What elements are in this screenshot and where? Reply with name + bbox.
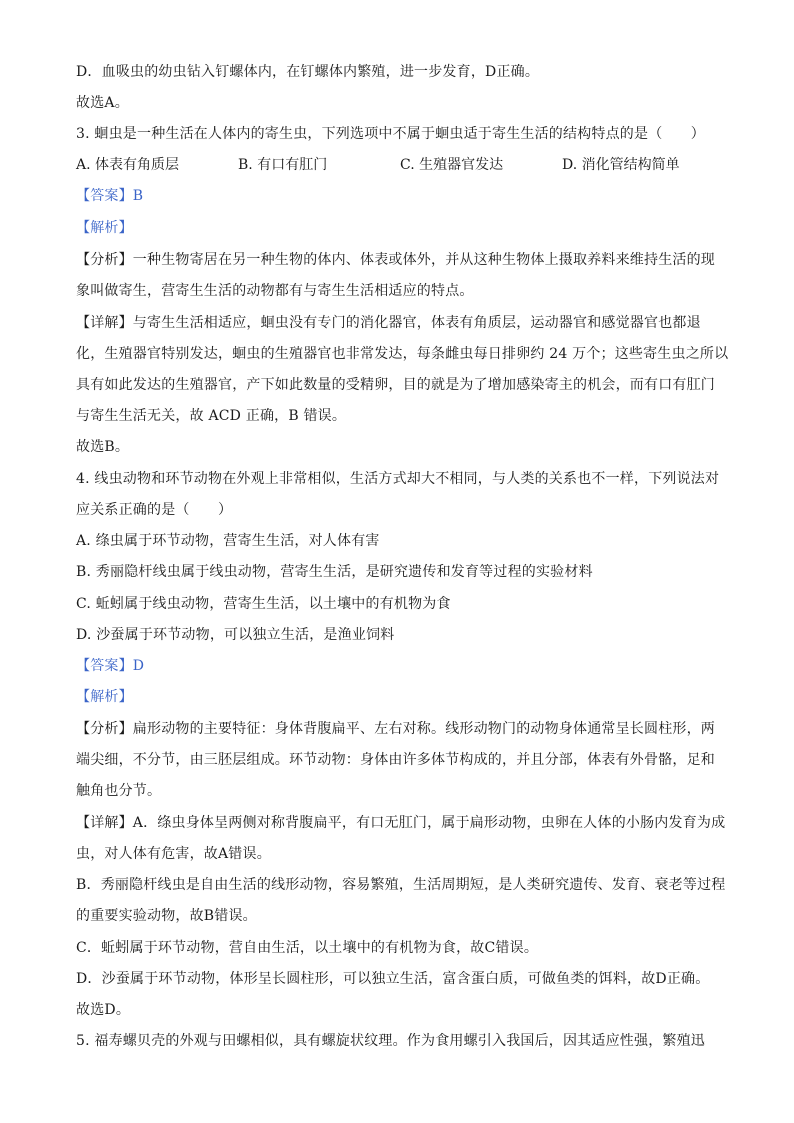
q3-option-b: B. 有口有肛门 — [238, 157, 328, 173]
question-3-stem: 3. 蛔虫是一种生活在人体内的寄生虫，下列选项中不属于蛔虫适于寄生生活的结构特点的是（ ） — [76, 126, 706, 142]
text-line: C．蚯蚓属于环节动物，营自由生活，以土壤中的有机物为食，故C错误。 — [76, 940, 539, 956]
text-line: D．血吸虫的幼虫钻入钉螺体内，在钉螺体内繁殖，进一步发育，D正确。 — [76, 64, 540, 80]
answer-label: 【答案】D — [76, 658, 145, 674]
q3-option-c: C. 生殖器官发达 — [400, 157, 504, 173]
q4-option-a: A. 绦虫属于环节动物，营寄生生活，对人体有害 — [76, 533, 380, 549]
answer-label: 【答案】B — [76, 188, 144, 204]
text-line: 端尖细，不分节，由三胚层组成。环节动物：身体由许多体节构成的，并且分部，体表有外骨骼，足和 — [76, 752, 715, 768]
text-line: 化，生殖器官特别发达，蛔虫的生殖器官也非常发达，每条雌虫每日排卵约 24 万个；这些寄生虫之所以 — [76, 346, 729, 362]
text-line: 故选D。 — [76, 1002, 131, 1018]
text-line: 【分析】扁形动物的主要特征：身体背腹扁平、左右对称。线形动物门的动物身体通常呈长圆柱形，两 — [76, 721, 715, 737]
text-line: 【分析】一种生物寄居在另一种生物的体内、体表或体外，并从这种生物体上摄取养料来维持生活的现 — [76, 252, 715, 268]
text-line: 具有如此发达的生殖器官，产下如此数量的受精卵，目的就是为了增加感染寄主的机会，而有口有肛门 — [76, 377, 715, 393]
question-4-stem: 4. 线虫动物和环节动物在外观上非常相似，生活方式却大不相同，与人类的关系也不一样，下列说法对 — [76, 471, 720, 487]
text-line: 故选A。 — [76, 95, 129, 111]
text-line: 的重要实验动物，故B错误。 — [76, 908, 257, 924]
analysis-label: 【解析】 — [76, 689, 133, 705]
text-line: 象叫做寄生，营寄生生活的动物都有与寄生生活相适应的特点。 — [76, 283, 474, 299]
text-line: 【详解】A．绦虫身体呈两侧对称背腹扁平，有口无肛门，属于扁形动物，虫卵在人体的小肠内发育为成 — [76, 815, 726, 831]
q4-option-b: B. 秀丽隐杆线虫属于线虫动物，营寄生生活，是研究遗传和发育等过程的实验材料 — [76, 564, 593, 580]
question-5-stem: 5. 福寿螺贝壳的外观与田螺相似，具有螺旋状纹理。作为食用螺引入我国后，因其适应性强，繁殖迅 — [76, 1033, 706, 1049]
text-line: 故选B。 — [76, 439, 130, 455]
analysis-label: 【解析】 — [76, 220, 133, 236]
text-line: B．秀丽隐杆线虫是自由生活的线形动物，容易繁殖，生活周期短，是人类研究遗传、发育、衰老等过程 — [76, 877, 726, 893]
q4-option-d: D. 沙蚕属于环节动物，可以独立生活，是渔业饲料 — [76, 627, 395, 643]
text-line: 触角也分节。 — [76, 783, 162, 799]
text-line: D．沙蚕属于环节动物，体形呈长圆柱形，可以独立生活，富含蛋白质，可做鱼类的饵料，故D正确。 — [76, 971, 710, 987]
text-line: 应关系正确的是（ ） — [76, 502, 233, 518]
text-line: 与寄生生活无关，故 ACD 正确，B 错误。 — [76, 408, 347, 424]
q4-option-c: C. 蚯蚓属于线虫动物，营寄生生活，以土壤中的有机物为食 — [76, 596, 451, 612]
q3-option-d: D. 消化管结构简单 — [562, 157, 680, 173]
text-line: 【详解】与寄生生活相适应，蛔虫没有专门的消化器官，体表有角质层，运动器官和感觉器官也都退 — [76, 315, 701, 331]
text-line: 虫，对人体有危害，故A错误。 — [76, 846, 271, 862]
q3-option-a: A. 体表有角质层 — [76, 157, 180, 173]
